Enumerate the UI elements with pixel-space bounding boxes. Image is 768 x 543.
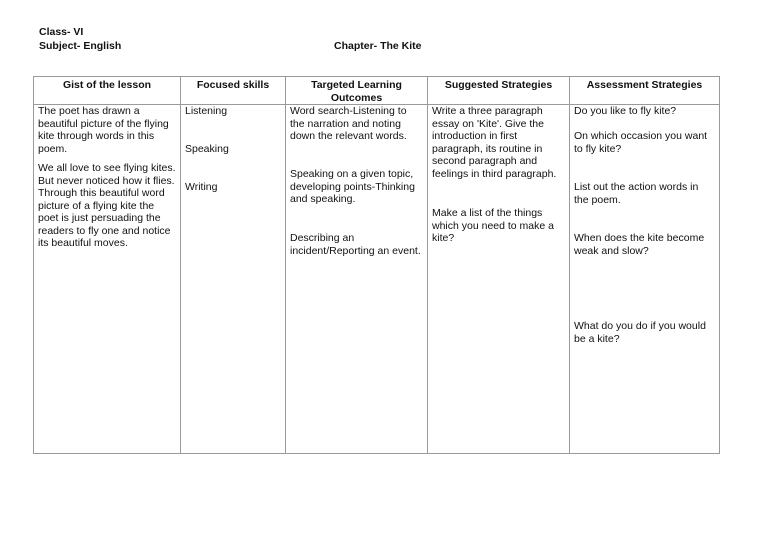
- cell-assessment: [570, 105, 720, 454]
- column-header-strategies: Suggested Strategies: [428, 77, 570, 105]
- column-header-skills: Focused skills: [181, 77, 286, 105]
- cell-strategies: [428, 105, 570, 454]
- column-header-outcomes: Targeted Learning Outcomes: [286, 77, 428, 105]
- class-label: Class- VI: [39, 26, 84, 38]
- subject-label: Subject- English: [39, 40, 122, 52]
- assessment-item: What do you do if you would be a kite?: [574, 320, 706, 345]
- assessment-item: On which occasion you want to fly kite?: [574, 130, 708, 155]
- cell-outcomes: [286, 105, 428, 454]
- table-header-row: [34, 77, 720, 105]
- assessment-item: List out the action words in the poem.: [574, 181, 699, 206]
- table-row: [34, 105, 720, 454]
- strategy-item: Write a three paragraph essay on 'Kite'. Give the introduction in first paragraph, its routine in second paragraph and feelings in third paragraph.: [432, 105, 557, 180]
- outcome-item: Speaking on a given topic, developing points-Thinking and speaking.: [290, 168, 415, 205]
- column-header-gist: Gist of the lesson: [34, 77, 181, 105]
- assessment-item: Do you like to fly kite?: [574, 105, 677, 117]
- skill-item: Speaking: [185, 143, 229, 155]
- chapter-label: Chapter- The Kite: [334, 40, 422, 52]
- skill-item: Listening: [185, 105, 228, 117]
- gist-paragraph: The poet has drawn a beautiful picture of the flying kite through words in this poem.: [38, 105, 169, 155]
- strategy-item: Make a list of the things which you need to make a kite?: [432, 207, 554, 244]
- outcome-item: Word search-Listening to the narration and noting down the relevant words.: [290, 105, 407, 142]
- column-header-assessment: Assessment Strategies: [570, 77, 720, 105]
- skill-item: Writing: [185, 181, 218, 193]
- assessment-item: When does the kite become weak and slow?: [574, 232, 705, 257]
- cell-skills: [181, 105, 286, 454]
- gist-paragraph: We all love to see flying kites. But never noticed how it flies. Through this beautiful word picture of a flying kite the poet is just persuading the readers to fly one and notice its beautiful moves.: [38, 162, 176, 249]
- outcome-item: Describing an incident/Reporting an event.: [290, 232, 421, 257]
- lesson-plan-table: [33, 76, 720, 454]
- cell-gist: [34, 105, 181, 454]
